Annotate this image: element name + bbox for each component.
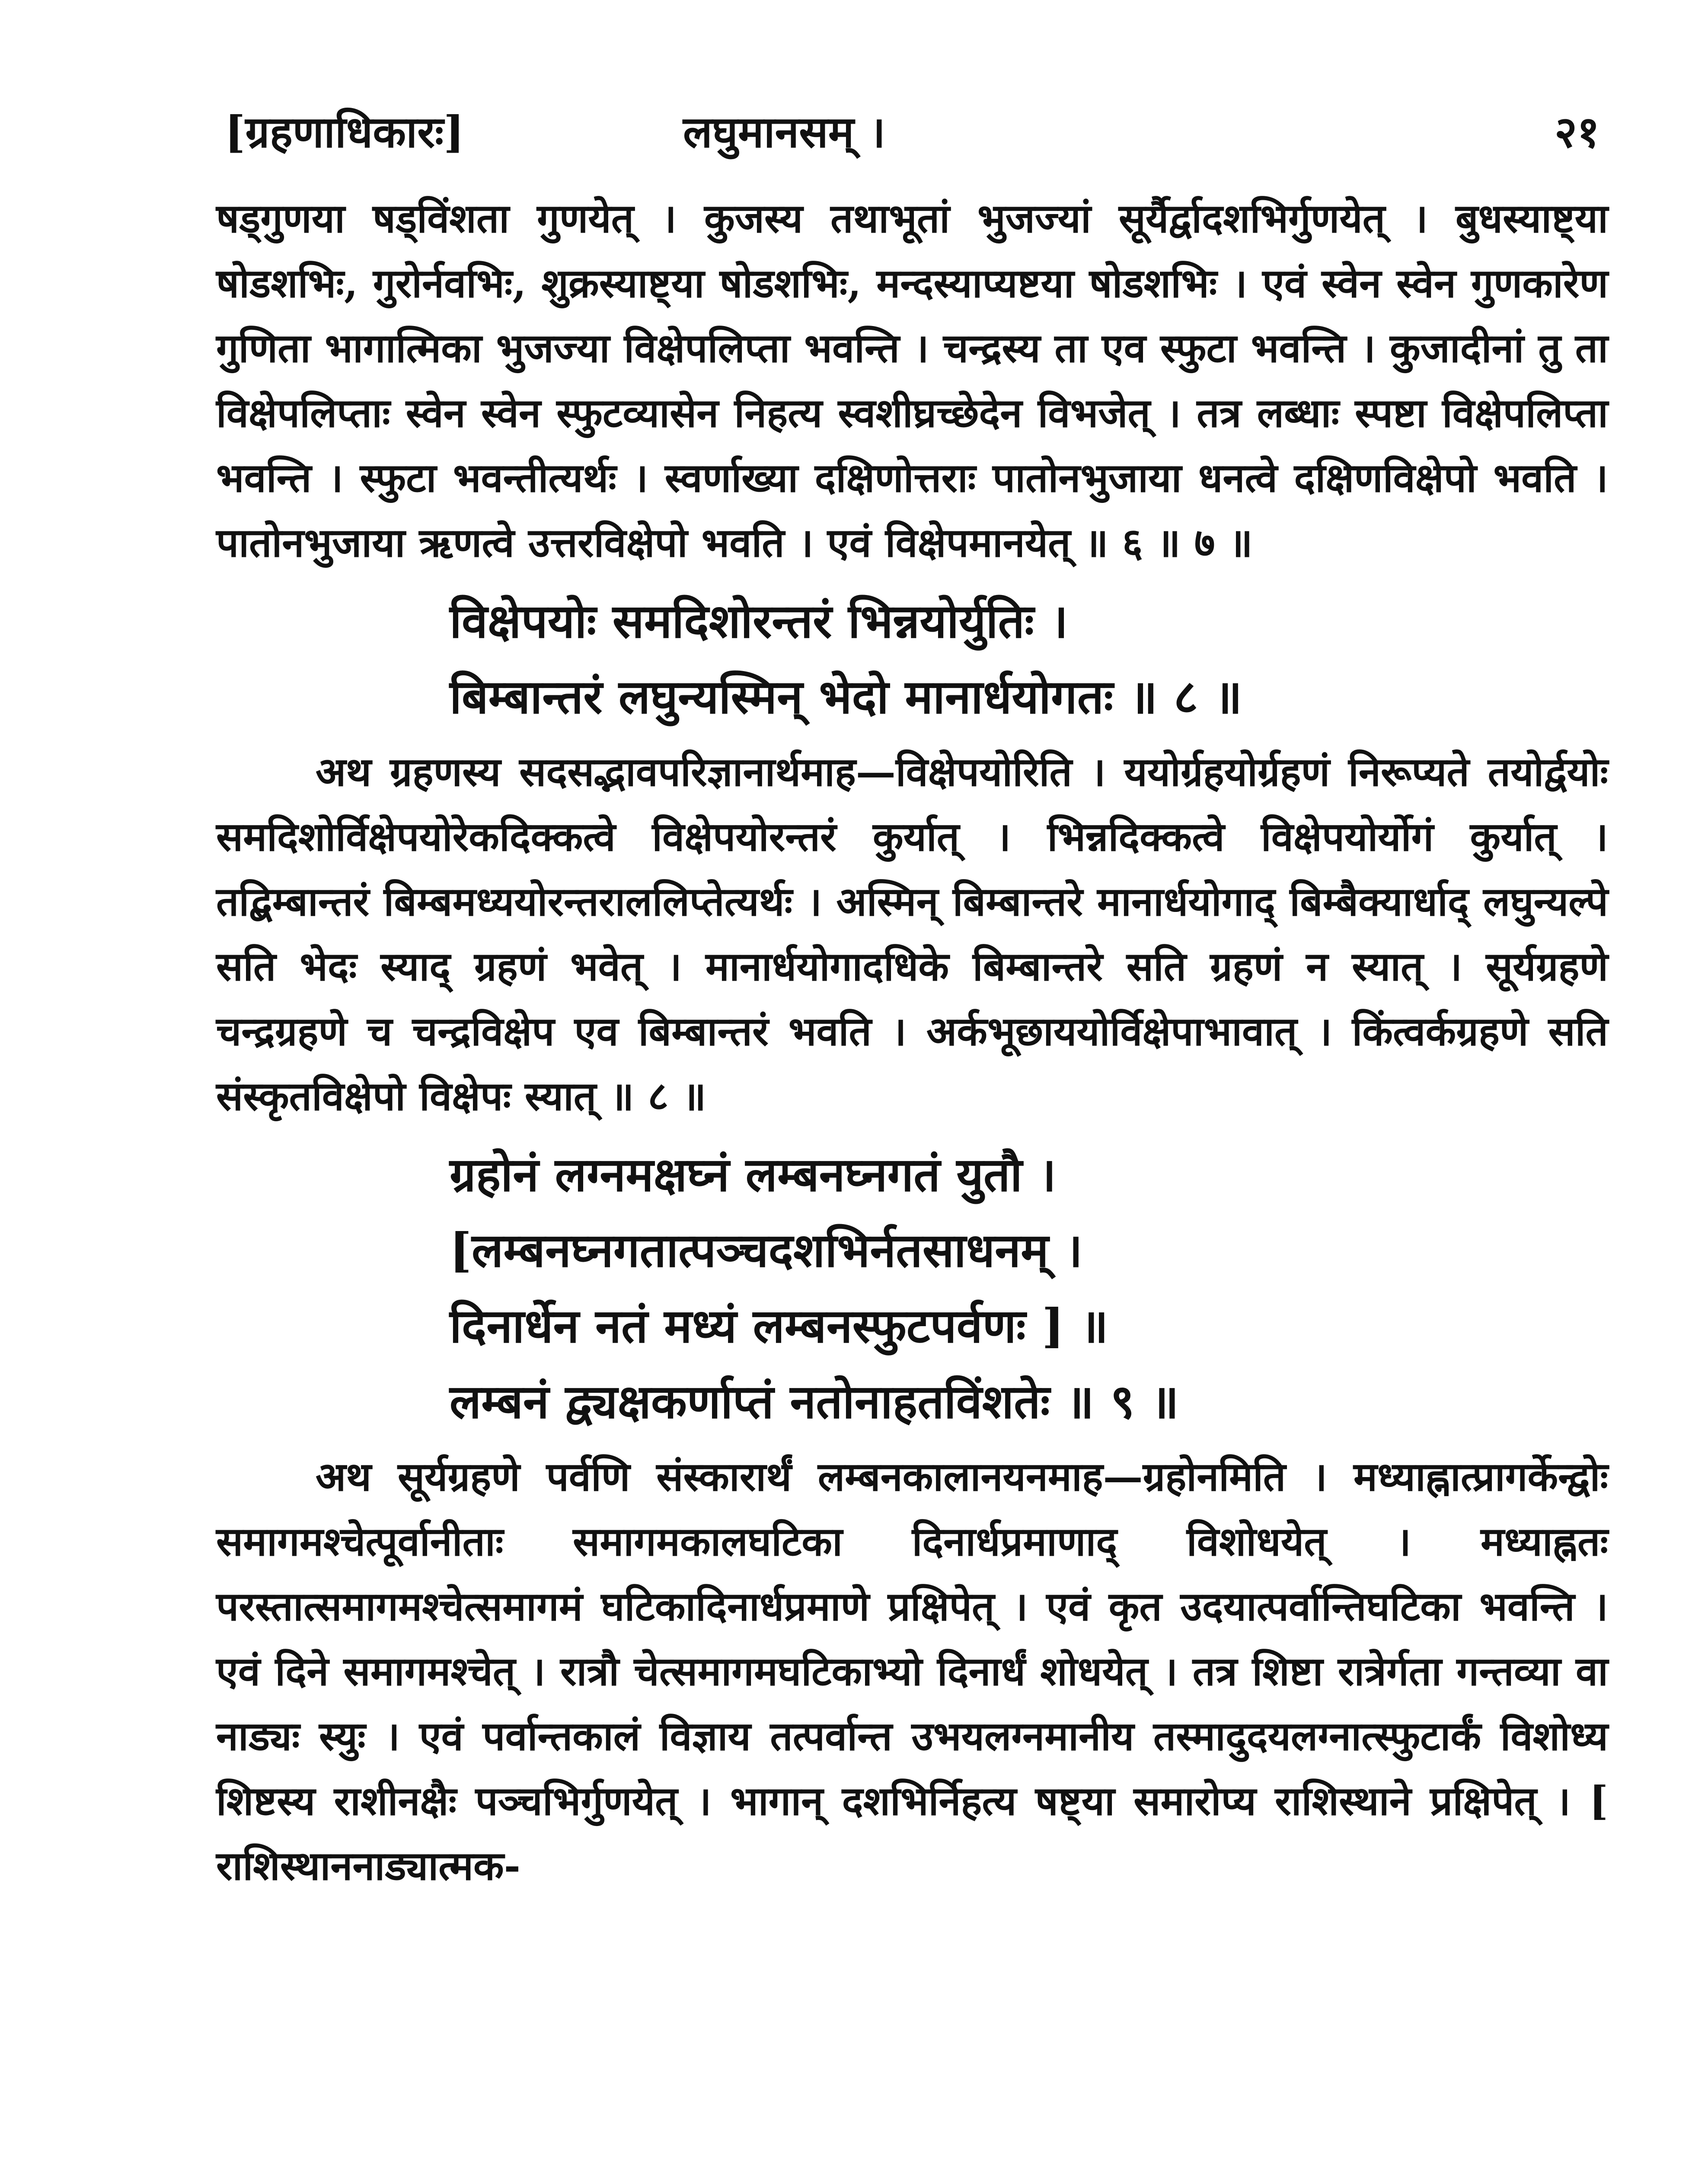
commentary-paragraph: षड्गुणया षड्विंशता गुणयेत् । कुजस्य तथाभूतां भुजज्यां सूर्यैर्द्वादशभिर्गुणयेत् । बुधस्याष्ट्या षोडशभिः, गुरोर्नवभिः, शुक्रस्याष्ट्या षोडशभिः, मन्दस्याप्यष्टया षोडशभिः । एवं स्वेन स्वेन गुणकारेण गुणिता भागात्मिका भुजज्या विक्षेपलिप्ता भवन्ति । चन्द्रस्य ता एव स्फुटा भवन्ति । कुजादीनां तु ता विक्षेपलिप्ताः स्वेन स्वेन स्फुटव्यासेन निहत्य स्वशीघ्रच्छेदेन विभजेत् । तत्र लब्धाः स्पष्टा विक्षेपलिप्ता भवन्ति । स्फुटा भवन्तीत्यर्थः । स्वर्णाख्या दक्षिणोत्तराः पातोनभुजाया धनत्वे दक्षिणविक्षेपो भवति । पातोनभुजाया ऋणत्वे उत्तरविक्षेपो भवति । एवं विक्षेपमानयेत् ॥ ६ ॥ ७ ॥ — [216, 195, 1609, 566]
verse-8 — [216, 584, 1608, 735]
commentary-paragraph: अथ सूर्यग्रहणे पर्वणि संस्कारार्थं लम्बनकालानयनमाह—ग्रहोनमिति । मध्याह्नात्प्रागर्केन्द्वोः समागमश्चेत्पूर्वानीताः समागमकालघटिका दिनार्धप्रमाणाद् विशोधयेत् । मध्याह्नतः परस्तात्समागमश्चेत्समागमं घटिकादिनार्धप्रमाणे प्रक्षिपेत् । एवं कृत उदयात्पर्वान्तिघटिका भवन्ति । एवं दिने समागमश्चेत् । रात्रौ चेत्समागमघटिकाभ्यो दिनार्धं शोधयेत् । तत्र शिष्टा रात्रेर्गता गन्तव्या वा नाड्यः स्युः । एवं पर्वान्तकालं विज्ञाय तत्पर्वान्त उभयलग्नमानीय तस्मादुदयलग्नात्स्फुटार्कं विशोध्य शिष्टस्य राशीनक्षैः पञ्चभिर्गुणयेत् । भागान् दशभिर्निहत्य षष्ट्या समारोप्य राशिस्थाने प्रक्षिपेत् । [ राशिस्थाननाड्यात्मक- — [216, 1453, 1608, 1889]
verse-line: [लम्बनघ्नगतात्पञ्चदशभिर्नतसाधनम् । — [450, 1223, 1083, 1278]
page-body — [216, 186, 1608, 1898]
book-title: लघुमानसम् । — [683, 106, 886, 157]
verse-line: बिम्बान्तरं लघुन्यस्मिन् भेदो मानार्धयोगतः ॥ ८ ॥ — [450, 670, 1242, 724]
verse-line: ग्रहोनं लग्नमक्षघ्नं लम्बनघ्नगतं युतौ । — [450, 1148, 1057, 1202]
commentary-paragraph: अथ ग्रहणस्य सदसद्भावपरिज्ञानार्थमाह—विक्षेपयोरिति । ययोर्ग्रहयोर्ग्रहणं निरूप्यते तयोर्द्वयोः समदिशोर्विक्षेपयोरेकदिक्कत्वे विक्षेपयोरन्तरं कुर्यात् । भिन्नदिक्कत्वे विक्षेपयोर्योगं कुर्यात् । तद्बिम्बान्तरं बिम्बमध्ययोरन्तराललिप्तेत्यर्थः । अस्मिन् बिम्बान्तरे मानार्धयोगाद् बिम्बैक्यार्धाद् लघुन्यल्पे सति भेदः स्याद् ग्रहणं भवेत् । मानार्धयोगादधिके बिम्बान्तरे सति ग्रहणं न स्यात् । सूर्यग्रहणे चन्द्रग्रहणे च चन्द्रविक्षेप एव बिम्बान्तरं भवति । अर्कभूछाययोर्विक्षेपाभावात् । किंत्वर्कग्रहणे सति संस्कृतविक्षेपो विक्षेपः स्यात् ॥ ८ ॥ — [216, 748, 1608, 1119]
verse-line: लम्बनं द्व्यक्षकर्णाप्तं नतोनाहतविंशतेः ॥ ९ ॥ — [450, 1375, 1179, 1429]
verse-line: दिनार्धेन नतं मध्यं लम्बनस्फुटपर्वणः ] ॥ — [450, 1299, 1108, 1353]
section-title: [ग्रहणाधिकारः] — [225, 106, 464, 157]
page-header — [225, 99, 1599, 164]
verse-line: विक्षेपयोः समदिशोरन्तरं भिन्नयोर्युतिः । — [450, 594, 1068, 649]
verse-9 — [216, 1137, 1608, 1440]
page-number: २१ — [1555, 106, 1599, 157]
